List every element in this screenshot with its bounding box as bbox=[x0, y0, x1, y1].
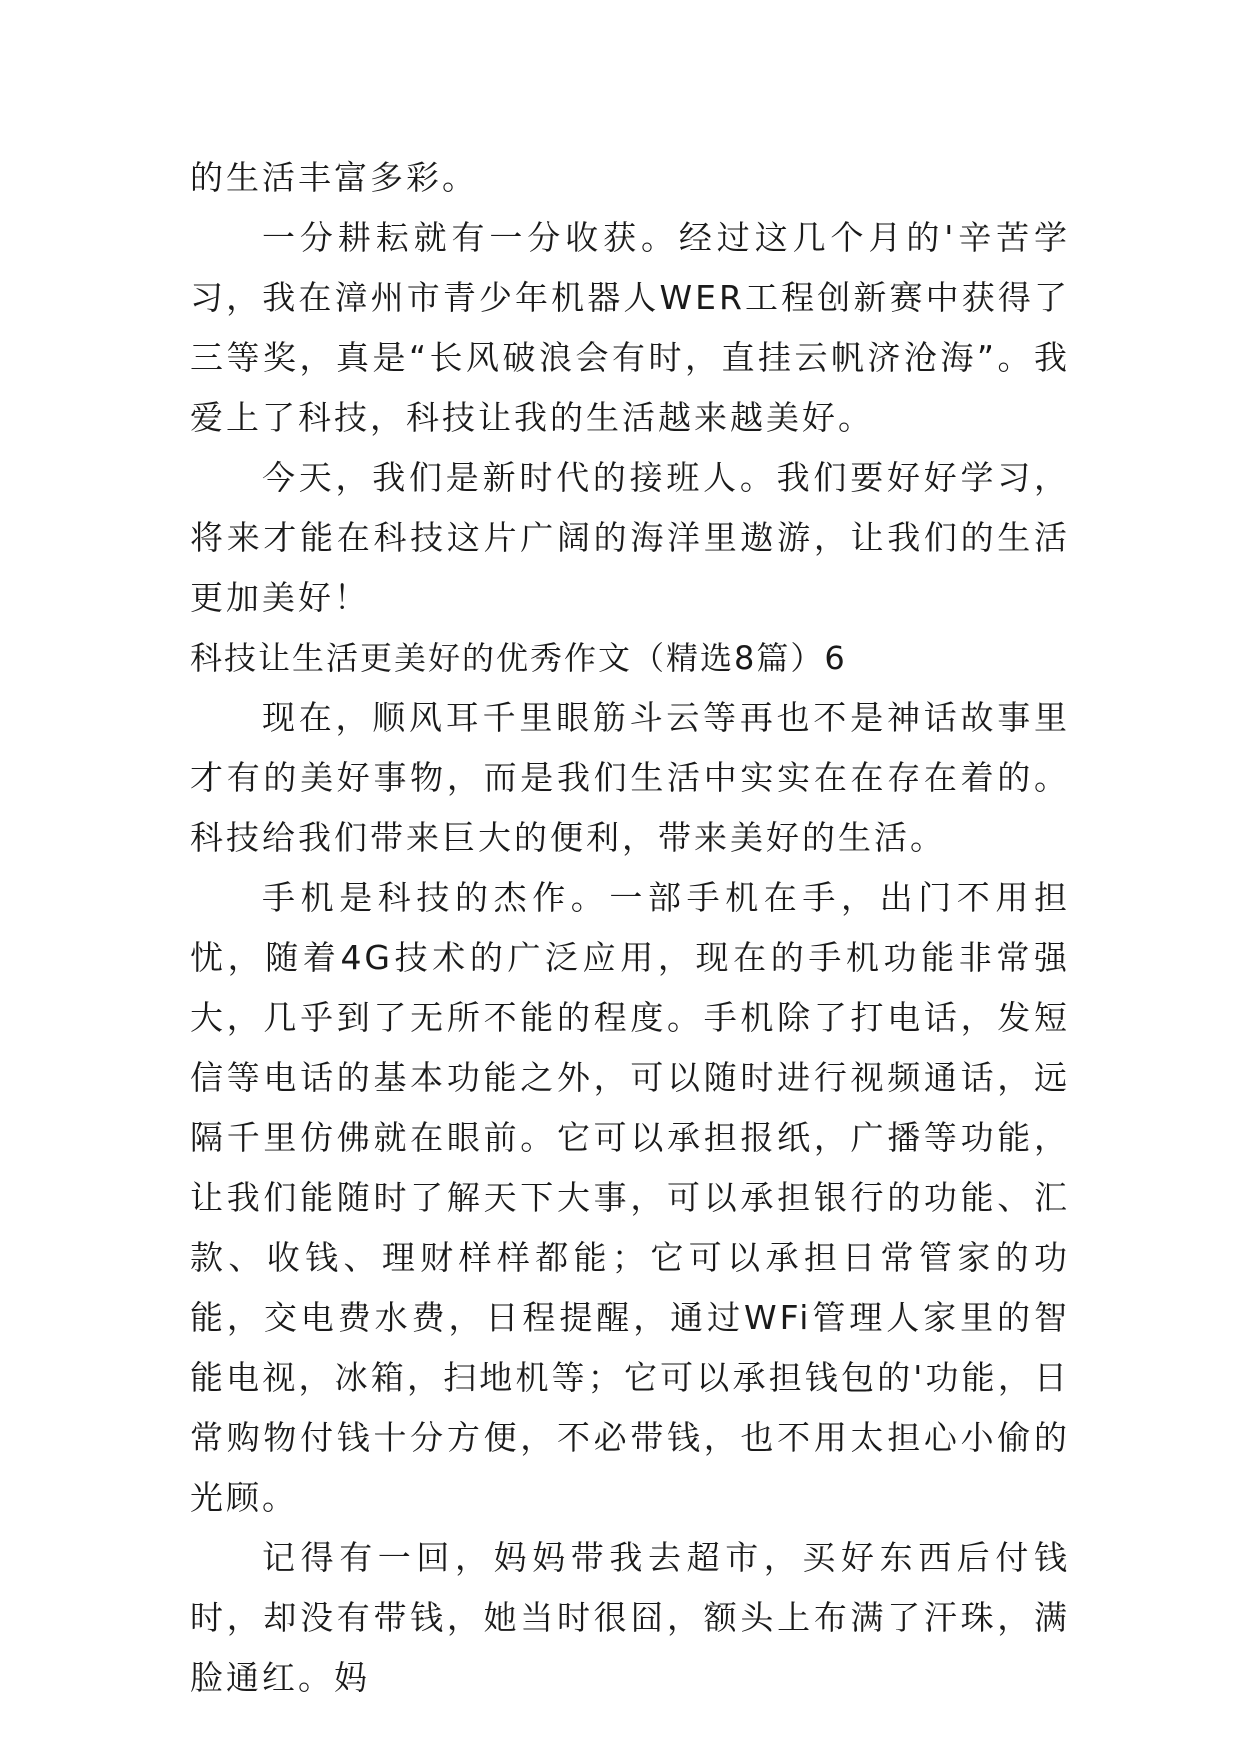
paragraph-intro: 现在，顺风耳千里眼筋斗云等再也不是神话故事里才有的美好事物，而是我们生活中实实在在存在着的。科技给我们带来巨大的便利，带来美好的生活。 bbox=[190, 698, 1070, 857]
paragraph-supermarket: 记得有一回，妈妈带我去超市，买好东西后付钱时，却没有带钱，她当时很囧，额头上布满了汗珠，满脸通红。妈 bbox=[190, 1538, 1070, 1697]
document-body bbox=[190, 148, 1070, 1708]
essay-title: 科技让生活更美好的优秀作文（精选8篇）6 bbox=[190, 639, 847, 677]
paragraph-future: 今天，我们是新时代的接班人。我们要好好学习，将来才能在科技这片广阔的海洋里遨游，让我们的生活更加美好！ bbox=[190, 458, 1070, 617]
paragraph-continuation: 的生活丰富多彩。 bbox=[190, 158, 478, 197]
paragraph-phone: 手机是科技的杰作。一部手机在手，出门不用担忧，随着4G技术的广泛应用，现在的手机功能非常强大，几乎到了无所不能的程度。手机除了打电话，发短信等电话的基本功能之外，可以随时进行视频通话，远隔千里仿佛就在眼前。它可以承担报纸，广播等功能，让我们能随时了解天下大事，可以承担银行的功能、汇款、收钱、理财样样都能；它可以承担日常管家的功能，交电费水费，日程提醒，通过WFi管理人家里的智能电视，冰箱，扫地机等；它可以承担钱包的'功能，日常购物付钱十分方便，不必带钱，也不用太担心小偷的光顾。 bbox=[190, 878, 1070, 1517]
paragraph-award: 一分耕耘就有一分收获。经过这几个月的'辛苦学习，我在漳州市青少年机器人WER工程创新赛中获得了三等奖，真是“长风破浪会有时，直挂云帆济沧海”。我爱上了科技，科技让我的生活越来越美好。 bbox=[190, 218, 1070, 437]
